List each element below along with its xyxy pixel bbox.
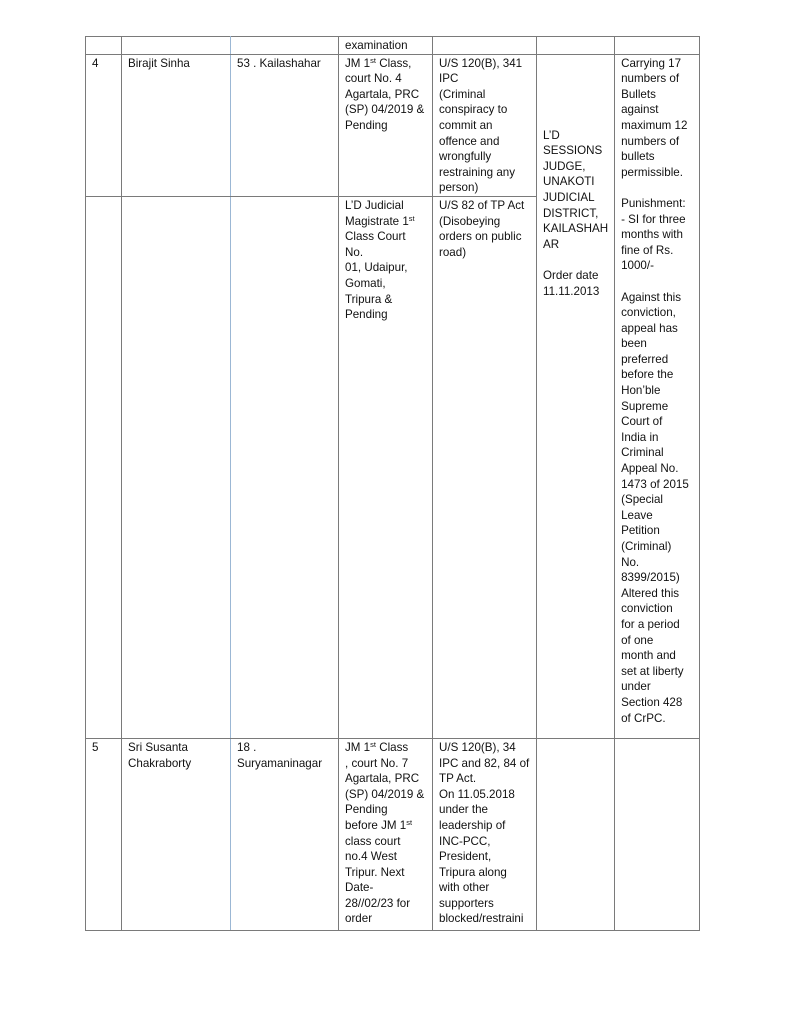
- cell-judge: L’D SESSIONS JUDGE, UNAKOTI JUDICIAL DISTRICT, KAILASHAH AR Order date 11.11.2013: [537, 54, 615, 738]
- cell-section: U/S 120(B), 341 IPC (Criminal conspiracy to commit an offence and wrongfully restraining any person): [433, 54, 537, 196]
- court-text-sup: st: [370, 55, 376, 65]
- cell-remarks: [615, 37, 700, 55]
- court-text-sup: st: [370, 739, 376, 749]
- cell-constituency: 53 . Kailashahar: [231, 54, 339, 196]
- cell-remarks: [615, 738, 700, 930]
- court-text-post: class court no.4 West Tripur. Next Date- 28//02/23 for order: [345, 834, 411, 926]
- cell-sl: [86, 37, 122, 55]
- cell-sl: 4: [86, 54, 122, 196]
- table-row-5: [86, 738, 700, 930]
- cell-court: [339, 54, 433, 196]
- court-text-sup: st: [408, 213, 415, 223]
- court-text-mid: Class , court No. 7 Agartala, PRC (SP) 04/2019 & Pending before JM 1: [345, 740, 425, 832]
- court-text-pre: L’D Judicial Magistrate 1: [345, 198, 409, 228]
- cell-court: [339, 196, 433, 738]
- cell-sl: 5: [86, 738, 122, 930]
- cell-name: Sri Susanta Chakraborty: [122, 738, 231, 930]
- cell-name: [122, 37, 231, 55]
- cell-judge: [537, 738, 615, 930]
- cell-constituency: [231, 196, 339, 738]
- cell-remarks: Carrying 17 numbers of Bullets against maximum 12 numbers of bullets permissible. Punishment: - SI for three months with fine of Rs. 1000/- Against this conviction, appeal has been preferred before the Hon’ble Supreme Court of India in Criminal Appeal No. 1473 of 2015 (Special Leave Petition (Criminal) No. 8399/2015) Altered this conviction for a period of one month and set at liberty under Section 428 of CrPC.: [615, 54, 700, 738]
- cell-section: U/S 120(B), 34 IPC and 82, 84 of TP Act. On 11.05.2018 under the leadership of INC-PCC, President, Tripura along with other supporters blocked/restraini: [433, 738, 537, 930]
- cell-judge: [537, 37, 615, 55]
- cell-constituency: [231, 37, 339, 55]
- cell-sl: [86, 196, 122, 738]
- court-text-post: Class Court No. 01, Udaipur, Gomati, Tripura & Pending: [345, 230, 408, 322]
- table-row-continuation: [86, 37, 700, 55]
- court-text-sup2: st: [406, 817, 413, 827]
- court-text-post: Class, court No. 4 Agartala, PRC (SP) 04/2019 & Pending: [345, 56, 425, 132]
- cell-constituency: 18 . Suryamaninagar: [231, 738, 339, 930]
- cell-section: [433, 37, 537, 55]
- cell-section: U/S 82 of TP Act (Disobeying orders on public road): [433, 196, 537, 738]
- case-details-table: [85, 36, 700, 931]
- cell-name: [122, 196, 231, 738]
- cell-name: Birajit Sinha: [122, 54, 231, 196]
- cell-court: examination: [339, 37, 433, 55]
- cell-court: [339, 738, 433, 930]
- court-text-pre: JM 1: [345, 740, 371, 754]
- court-text-pre: JM 1: [345, 56, 371, 70]
- table-row-4a: [86, 54, 700, 196]
